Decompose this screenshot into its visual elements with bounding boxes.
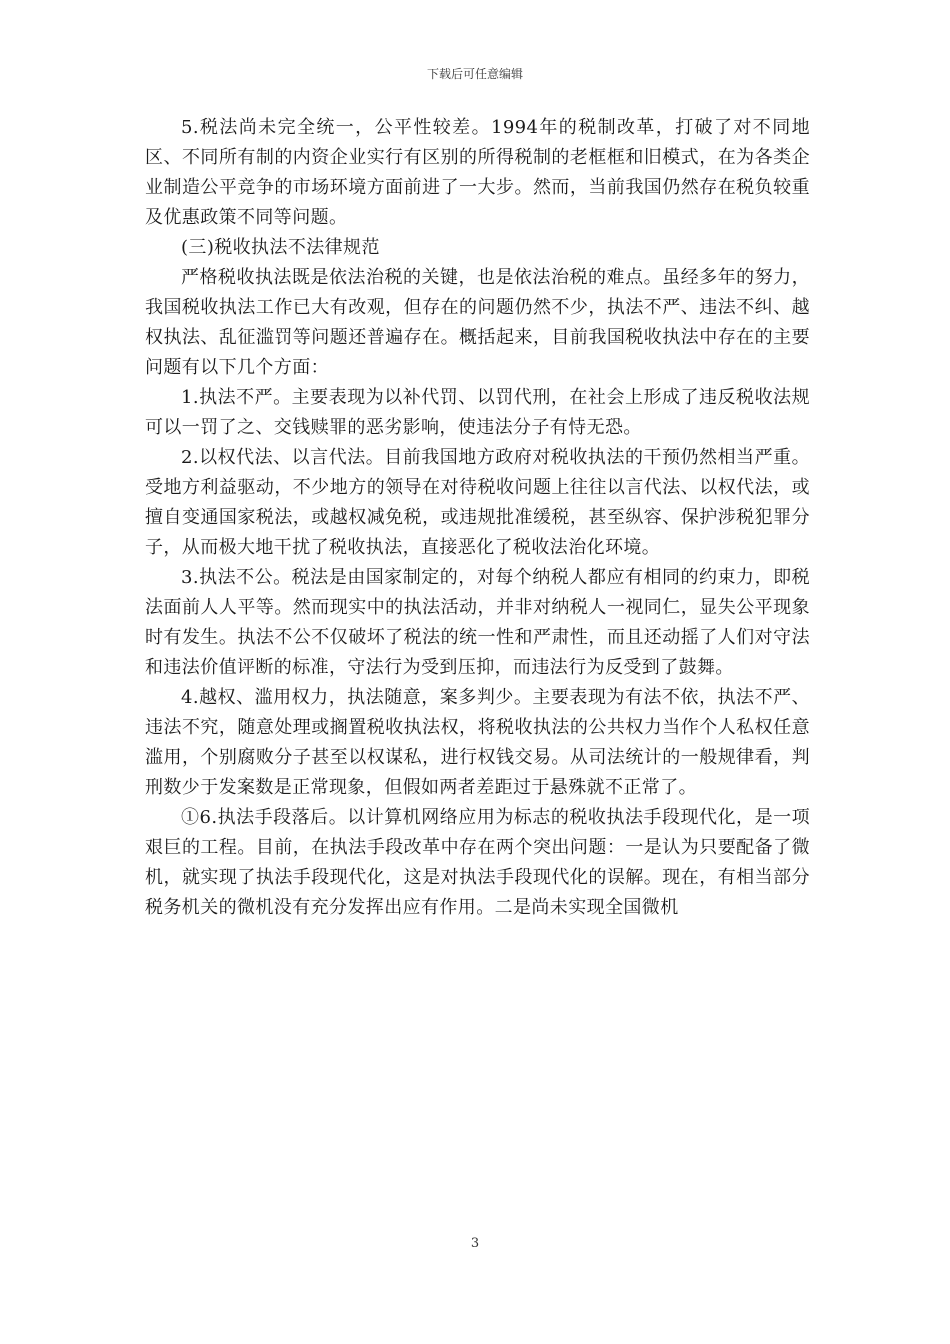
paragraph-outdated-means: ①6.执法手段落后。以计算机网络应用为标志的税收执法手段现代化，是一项艰巨的工程。目前，在执法手段改革中存在两个突出问题：一是认为只要配备了微机，就实现了执法手段现代化，这是对执法手段现代化的误解。现在，有相当部分税务机关的微机没有充分发挥出应有作用。二是尚未实现全国微机 — [145, 807, 810, 918]
paragraph-lax-enforcement: 1.执法不严。主要表现为以补代罚、以罚代刑，在社会上形成了违反税收法规可以一罚了之、交钱赎罪的恶劣影响，使违法分子有恃无恐。 — [145, 387, 810, 438]
page-number: 3 — [470, 1236, 480, 1251]
paragraph-tax-law-unification: 5.税法尚未完全统一，公平性较差。1994年的税制改革，打破了对不同地区、不同所有制的内资企业实行有区别的所得税制的老框框和旧模式，在为各类企业制造公平竞争的市场环境方面前进了一大步。然而，当前我国仍然存在税负较重及优惠政策不同等问题。 — [145, 117, 810, 228]
page-header: 下载后可任意编辑 — [426, 67, 523, 81]
paragraph-unfair-enforcement: 3.执法不公。税法是由国家制定的，对每个纳税人都应有相同的约束力，即税法面前人人平等。然而现实中的执法活动，并非对纳税人一视同仁，显失公平现象时有发生。执法不公不仅破坏了税法的统一性和严肃性，而且还动摇了人们对守法和违法价值评断的标准，守法行为受到压抑，而违法行为反受到了鼓舞。 — [145, 567, 810, 678]
paragraph-abuse-of-power: 4.越权、滥用权力，执法随意，案多判少。主要表现为有法不依，执法不严、违法不究，随意处理或搁置税收执法权，将税收执法的公共权力当作个人私权任意滥用，个别腐败分子甚至以权谋私，进行权钱交易。从司法统计的一般规律看，判刑数少于发案数是正常现象，但假如两者差距过于悬殊就不正常了。 — [145, 687, 810, 798]
paragraph-power-over-law: 2.以权代法、以言代法。目前我国地方政府对税收执法的干预仍然相当严重。受地方利益驱动，不少地方的领导在对待税收问题上往往以言代法、以权代法，或擅自变通国家税法，或越权减免税，或违规批准缓税，甚至纵容、保护涉税犯罪分子，从而极大地干扰了税收执法，直接恶化了税收法治化环境。 — [145, 447, 810, 558]
section-heading-enforcement: (三)税收执法不法律规范 — [181, 237, 380, 258]
paragraph-enforcement-intro: 严格税收执法既是依法治税的关键，也是依法治税的难点。虽经多年的努力，我国税收执法工作已大有改观，但存在的问题仍然不少，执法不严、违法不纠、越权执法、乱征滥罚等问题还普遍存在。概括起来，目前我国税收执法中存在的主要问题有以下几个方面： — [145, 267, 810, 378]
document-body — [145, 113, 810, 923]
